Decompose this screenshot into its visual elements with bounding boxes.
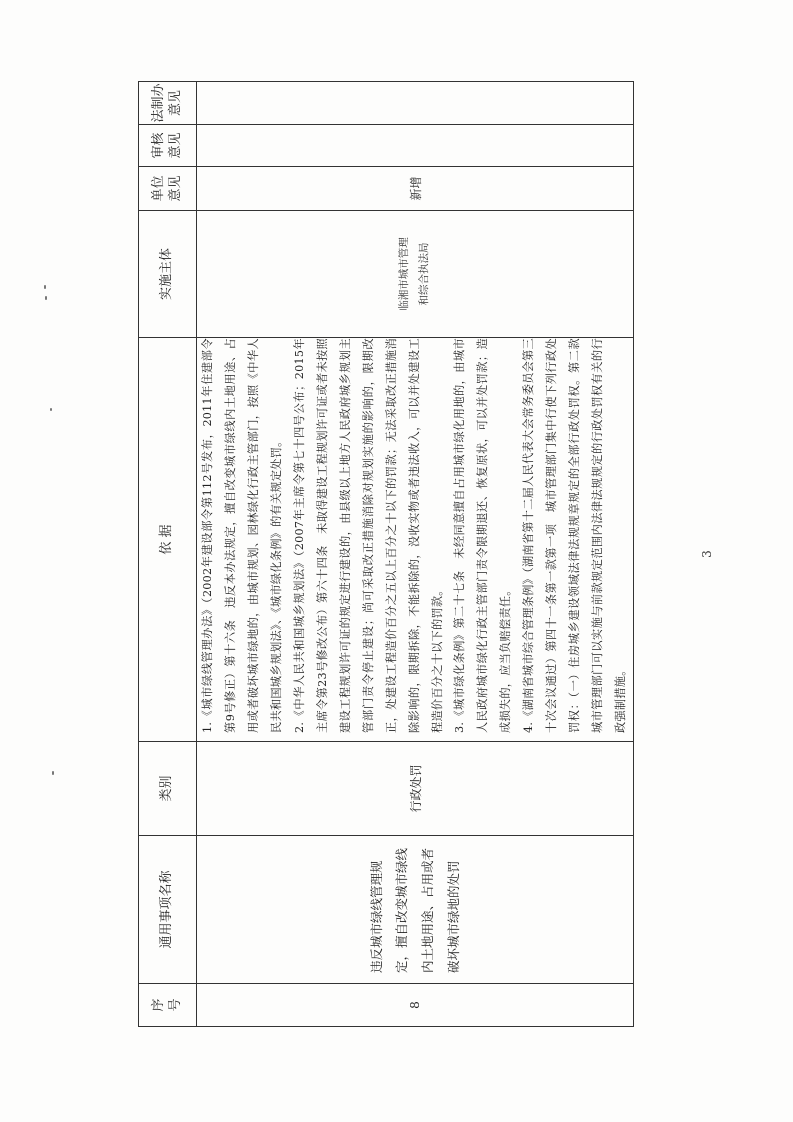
basis-paragraph: 3.《城市绿化条例》第二十七条 未经同意擅自占用城市绿化用地的，由城市人民政府城市绿化行政主管部门责令限期退还、恢复原状，可以并处罚款；造成损失的，应当负赔偿责任。 <box>453 338 513 733</box>
row-unit-opinion: 新增 <box>197 167 634 211</box>
header-basis: 依 据 <box>139 338 197 742</box>
scan-speck <box>45 296 47 300</box>
row-item-name: 违反城市绿线管理规定，擅自改变城市绿线内土地用途、占用或者破坏城市绿地的处罚 <box>197 836 634 984</box>
header-unit-opinion: 单位 意见 <box>139 167 197 211</box>
header-seq: 序 号 <box>139 984 197 1027</box>
page-number: 3 <box>699 550 714 558</box>
row-legal-opinion <box>197 82 634 125</box>
table-header-row <box>139 82 197 1027</box>
basis-paragraph: 2.《中华人民共和国城乡规划法》（2007年主席令第七十四号公布；2015年主席令第23号修改公布）第六十四条 未取得建设工程规划许可证或者未按照建设工程规划许可证的规定进行建设的，由县级以上地方人民政府城乡规划主管部门责令停止建设；尚可采取改正措施消除对规划实施的影响的，限期改正，处建设工程造价百分之五以上百分之十以下的罚款；无法采取改正措施消除影响的，限期拆除，不能拆除的，没收实物或者违法收入，可以并处建设工程造价百分之十以下的罚款。 <box>292 338 444 733</box>
scan-speck <box>50 408 52 411</box>
header-category: 类别 <box>139 742 197 836</box>
header-review-opinion: 审核 意见 <box>139 125 197 167</box>
header-body: 实施主体 <box>139 211 197 338</box>
rotated-table-stage <box>138 82 628 1027</box>
scan-speck <box>44 285 46 289</box>
header-legal-opinion: 法制办 意见 <box>139 82 197 125</box>
table-row <box>197 82 634 1027</box>
authority-list-table <box>138 81 634 1027</box>
row-review-opinion <box>197 125 634 167</box>
header-name: 通用事项名称 <box>139 836 197 984</box>
scan-speck <box>52 771 54 775</box>
row-implementing-body: 临湘市城市管理 和综合执法局 <box>197 211 634 338</box>
basis-paragraph: 4.《湖南省城市综合管理条例》（湖南省第十二届人民代表大会常务委员会第三十次会议通过）第四十一条第一款第一项 城市管理部门集中行使下列行政处罚权：（一）住房城乡建设领域法律法规规章规定的全部行政处罚权。第二款 城市管理部门可以实施与前款规定范围内法律法规规定的行政处罚权有关的行政强制措施。 <box>522 326 628 733</box>
row-category: 行政处罚 <box>197 742 634 836</box>
basis-paragraph: 1.《城市绿线管理办法》（2002年建设部令第112号发布，2011年住建部令第9号修正）第十六条 违反本办法规定，擅自改变城市绿线内土地用途、占用或者破坏城市绿地的，由城市规划、园林绿化行政主管部门，按照《中华人民共和国城乡规划法》、《城市绿化条例》的有关规定处罚。 <box>201 338 283 733</box>
row-basis <box>197 326 634 742</box>
row-seq: 8 <box>197 984 634 1027</box>
